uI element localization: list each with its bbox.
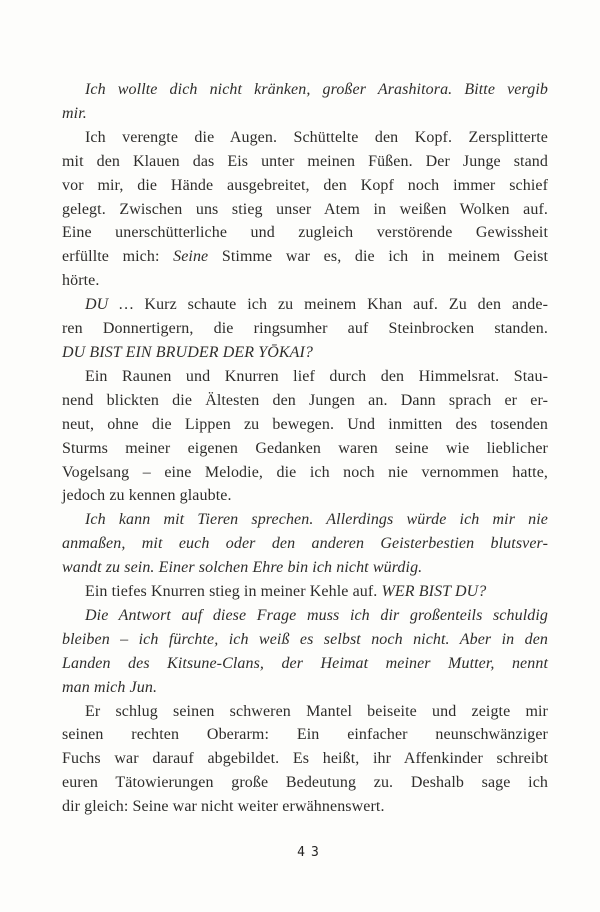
text-segment: Ein tiefes Knurren stieg in meiner Kehle auf.	[85, 583, 382, 601]
text-line	[62, 795, 548, 819]
text-line	[62, 652, 548, 676]
italic-text-segment: anmaßen, mit euch oder den anderen Geisterbestien blutsver-	[62, 535, 548, 553]
italic-text-segment: DU …	[85, 296, 134, 314]
text-segment: seinen rechten Oberarm: Ein einfacher neunschwänziger	[62, 726, 548, 744]
italic-text-segment: wandt zu sein. Einer solchen Ehre bin ich nicht würdig.	[62, 559, 423, 577]
text-segment: euren Tätowierungen große Bedeutung zu. Deshalb sage ich	[62, 774, 548, 792]
text-line	[62, 556, 548, 580]
page-number: 43	[297, 845, 325, 860]
text-line	[62, 532, 548, 556]
text-line	[62, 126, 548, 150]
italic-text-segment: Ich kann mit Tieren sprechen. Allerdings würde ich mir nie	[85, 511, 548, 529]
italic-text-segment: Die Antwort auf diese Frage muss ich dir großenteils schuldig	[85, 606, 548, 624]
text-line	[62, 245, 548, 269]
text-segment: Kurz schaute ich zu meinem Khan auf. Zu den ande-	[133, 296, 548, 314]
text-line	[62, 269, 548, 293]
text-line	[62, 413, 548, 437]
text-line	[62, 771, 548, 795]
text-segment: Eine unerschütterliche und zugleich verstörende Gewissheit	[62, 224, 548, 242]
italic-text-segment: mir.	[62, 104, 87, 122]
text-segment: Sturms meiner eigenen Gedanken waren seine wie lieblicher	[62, 439, 548, 457]
text-line	[62, 723, 548, 747]
text-segment: Stimme war es, die ich in meinem Geist	[208, 248, 548, 266]
text-segment: mit den Klauen das Eis unter meinen Füßen. Der Junge stand	[62, 152, 548, 170]
text-line	[62, 221, 548, 245]
text-segment: jedoch zu kennen glaubte.	[62, 487, 232, 505]
text-segment: Fuchs war darauf abgebildet. Es heißt, ihr Affenkinder schreibt	[62, 750, 548, 768]
text-segment: gelegt. Zwischen uns stieg unser Atem in weißen Wolken auf.	[62, 200, 548, 218]
text-segment: Ich verengte die Augen. Schüttelte den Kopf. Zersplitterte	[85, 128, 548, 146]
text-line	[62, 341, 548, 365]
text-segment: erfüllte mich:	[62, 248, 174, 266]
italic-text-segment: Seine	[173, 248, 209, 266]
text-line	[62, 317, 548, 341]
text-line	[62, 628, 548, 652]
text-line	[62, 676, 548, 700]
italic-text-segment: WER BIST DU?	[381, 583, 487, 601]
text-segment: vor mir, die Hände ausgebreitet, den Kopf noch immer schief	[62, 176, 548, 194]
italic-text-segment: Landen des Kitsune-Clans, der Heimat meiner Mutter, nennt	[62, 654, 548, 672]
text-segment: dir gleich: Seine war nicht weiter erwähnenswert.	[62, 798, 385, 816]
text-segment: hörte.	[62, 272, 100, 290]
italic-text-segment: man mich Jun.	[62, 678, 158, 696]
text-line	[62, 102, 548, 126]
italic-text-segment: bleiben – ich fürchte, ich weiß es selbst noch nicht. Aber in den	[62, 630, 548, 648]
text-line	[62, 484, 548, 508]
text-line	[62, 700, 548, 724]
text-line	[62, 389, 548, 413]
text-line	[62, 150, 548, 174]
text-line	[62, 508, 548, 532]
text-segment: neut, ohne die Lippen zu bewegen. Und inmitten des tosenden	[62, 415, 548, 433]
page-text	[62, 78, 548, 819]
text-segment: nend blickten die Ältesten den Jungen an. Dann sprach er er-	[62, 391, 548, 409]
text-line	[62, 293, 548, 317]
text-line	[62, 747, 548, 771]
text-line	[62, 198, 548, 222]
italic-text-segment: Ich wollte dich nicht kränken, großer Arashitora. Bitte vergib	[85, 81, 548, 98]
text-line	[62, 365, 548, 389]
text-line	[62, 437, 548, 461]
text-line	[62, 174, 548, 198]
text-segment: Vogelsang – eine Melodie, die ich noch nie vernommen hatte,	[62, 463, 548, 481]
text-line	[62, 78, 548, 102]
text-segment: Ein Raunen und Knurren lief durch den Himmelsrat. Stau-	[85, 367, 548, 385]
text-segment: ren Donnertigern, die ringsumher auf Steinbrocken standen.	[62, 320, 548, 338]
text-segment: Er schlug seinen schweren Mantel beiseite und zeigte mir	[85, 702, 548, 720]
italic-text-segment: DU BIST EIN BRUDER DER YŌKAI?	[62, 343, 314, 361]
text-line	[62, 580, 548, 604]
text-line	[62, 461, 548, 485]
text-line	[62, 604, 548, 628]
